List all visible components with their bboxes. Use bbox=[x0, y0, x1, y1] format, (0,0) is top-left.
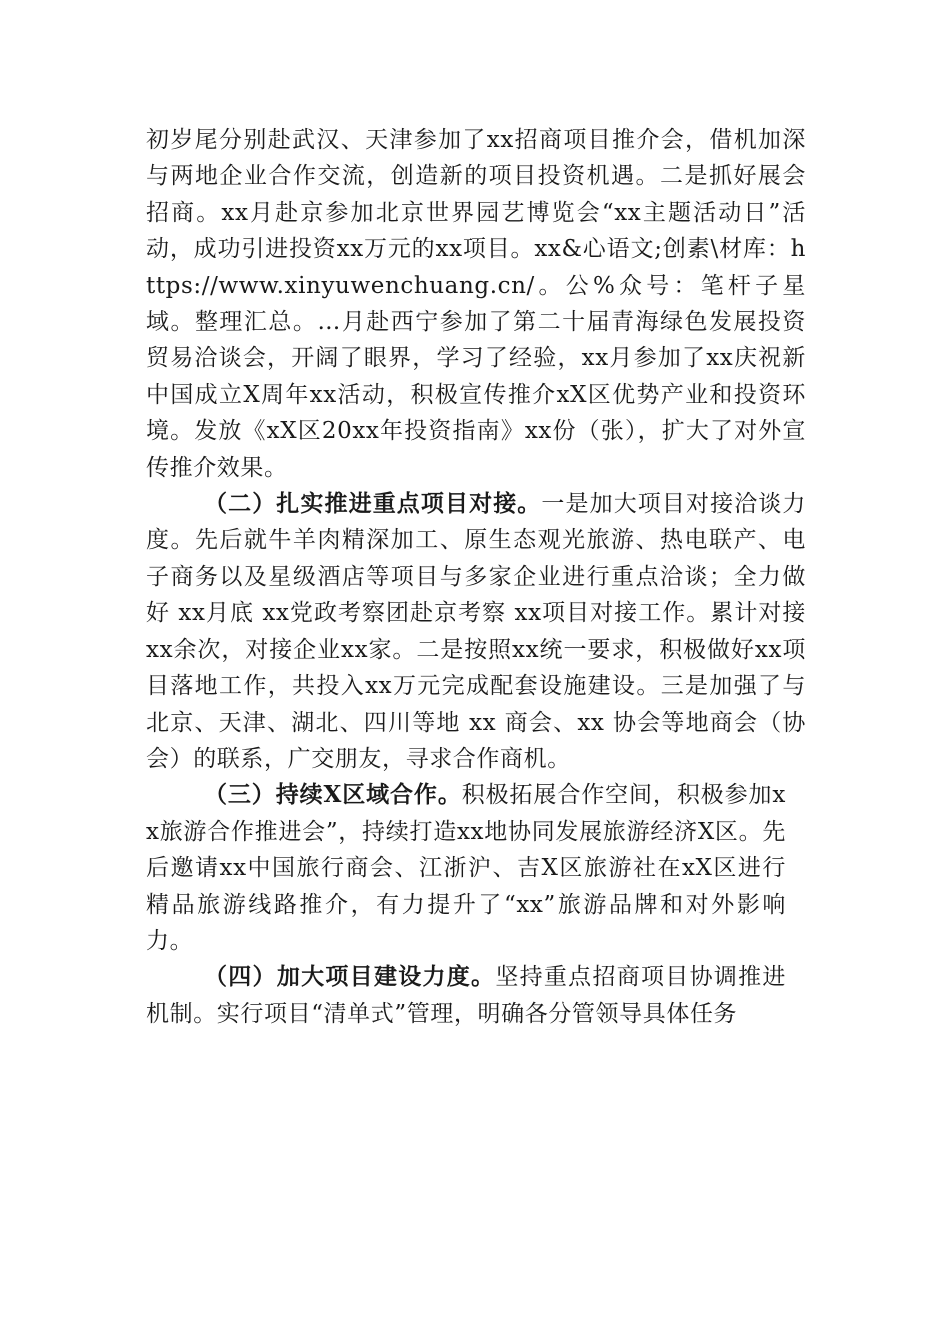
paragraph-text: 坚持重点招商项目协调推进机制。实行项目“清单式”管理，明确各分管领导具体任务 bbox=[146, 964, 787, 1027]
paragraph-regional-cooperation bbox=[146, 777, 786, 959]
paragraph-text: 一是加大项目对接洽谈力度。先后就牛羊肉精深加工、原生态观光旅游、热电联产、电子商务以及星级酒店等项目与多家企业进行重点洽谈；全力做好 xx月底 xx党政考察团赴京考察 xx项目对接工作。累计对接xx余次，对接企业xx家。二是按照xx统一要求，积极做好xx项目落地工作，共投入xx万元完成配套设施建设。三是加强了与北京、天津、湖北、四川等地 xx 商会、xx 协会等地商会（协会）的联系，广交朋友，寻求合作商机。 bbox=[146, 491, 806, 772]
document-body bbox=[146, 122, 806, 1032]
paragraph-project-construction bbox=[146, 959, 786, 1032]
section-heading-2: （二）扎实推进重点项目对接。 bbox=[204, 490, 542, 518]
paragraph-project-docking bbox=[146, 486, 806, 777]
paragraph-text: 积极拓展合作空间，积极参加xx旅游合作推进会”，持续打造xx地协同发展旅游经济X区。先后邀请xx中国旅行商会、江浙沪、吉X区旅游社在xX区进行精品旅游线路推介，有力提升了“xx”旅游品牌和对外影响力。 bbox=[146, 782, 786, 954]
section-heading-4: （四）加大项目建设力度。 bbox=[204, 963, 496, 991]
section-heading-3: （三）持续X区域合作。 bbox=[204, 781, 462, 809]
paragraph-text: 初岁尾分别赴武汉、天津参加了xx招商项目推介会，借机加深与两地企业合作交流，创造新的项目投资机遇。二是抓好展会招商。xx月赴京参加北京世界园艺博览会“xx主题活动日”活动，成功引进投资xx万元的xx项目。xx&心语文;创素\材库：https://www.xinyuwenchuang.cn/。公%众号：笔杆子星域。整理汇总。…月赴西宁参加了第二十届青海绿色发展投资贸易洽谈会，开阔了眼界，学习了经验，xx月参加了xx庆祝新中国成立X周年xx活动，积极宣传推介xX区优势产业和投资环境。发放《xX区20xx年投资指南》xx份（张），扩大了对外宣传推介效果。 bbox=[146, 127, 806, 481]
paragraph-exhibition-investment bbox=[146, 122, 806, 486]
